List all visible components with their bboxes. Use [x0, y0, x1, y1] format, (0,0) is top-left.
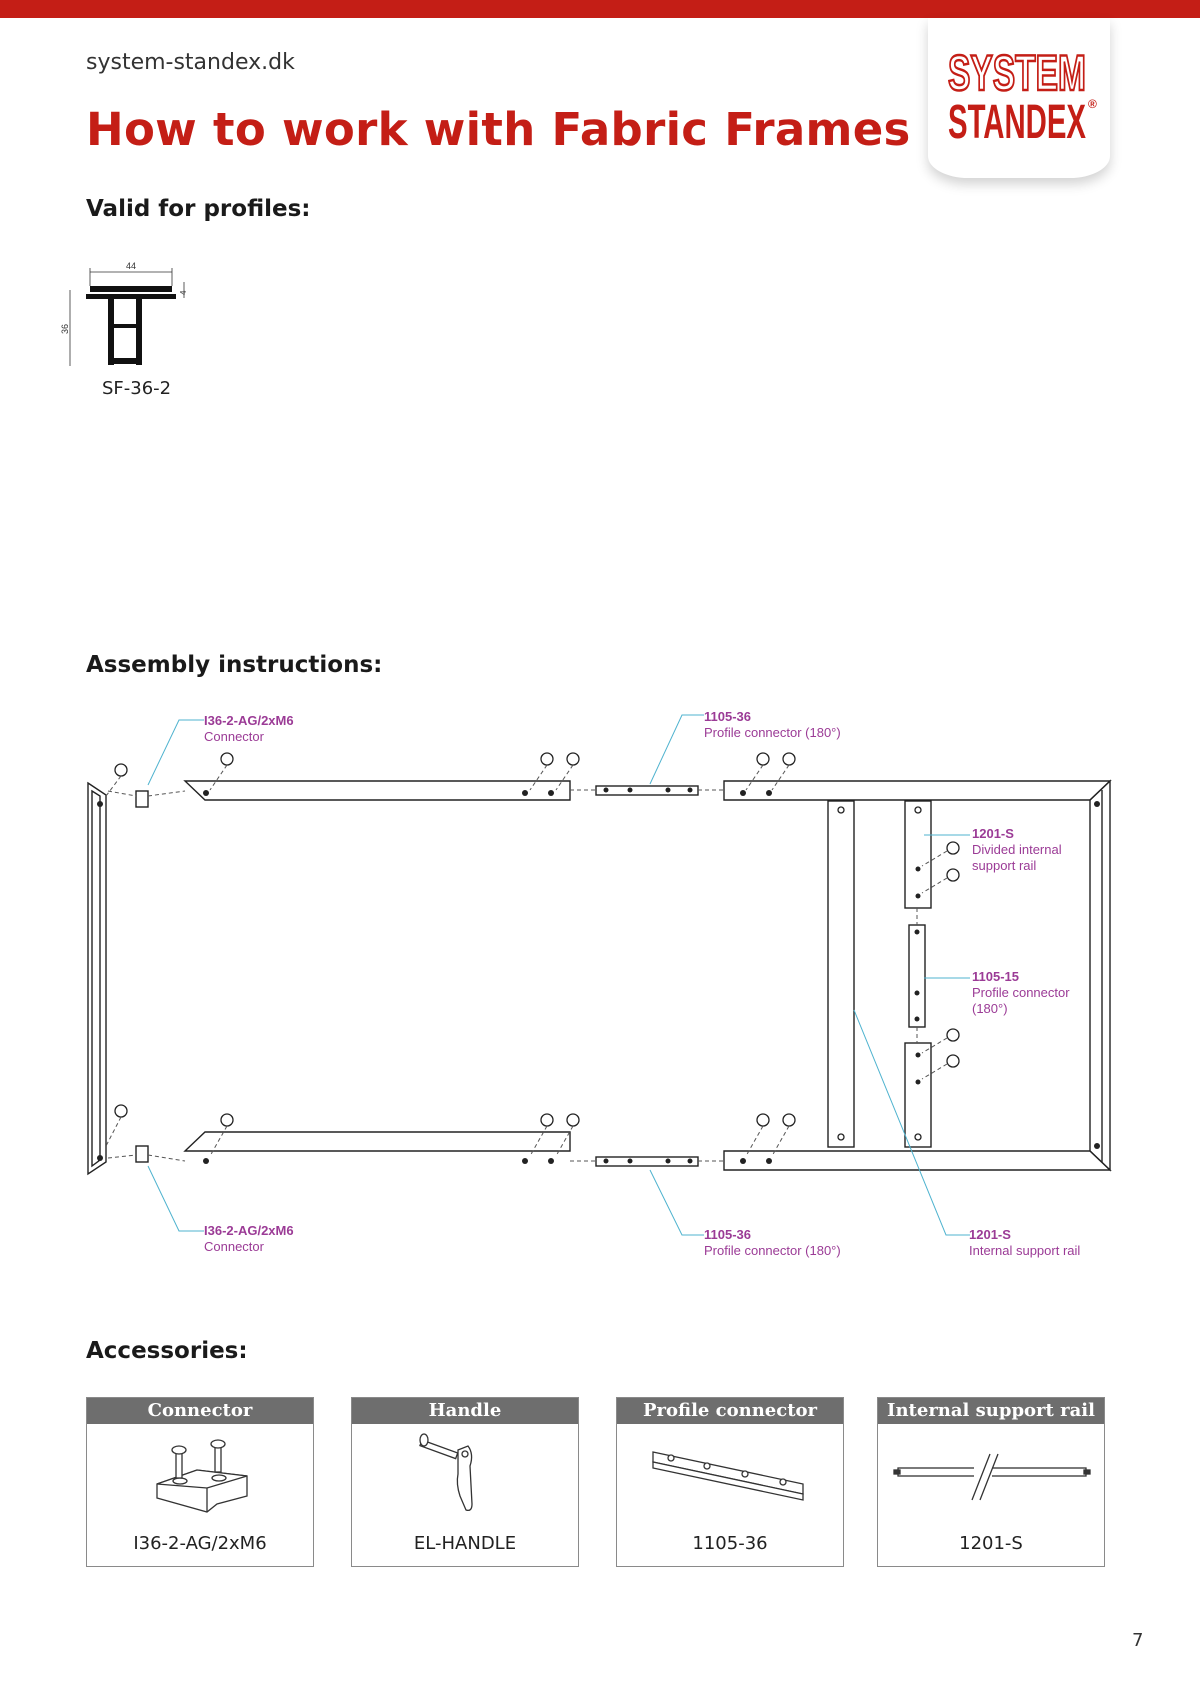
- callout-profile-connector-bottom: [704, 1227, 841, 1259]
- accessory-card-handle: [351, 1397, 579, 1567]
- accessory-code: EL-HANDLE: [413, 1533, 517, 1554]
- callout-profile-connector-top: [704, 709, 841, 741]
- callout-internal-support-rail: [969, 1227, 1080, 1259]
- callout-connector-bottom: [204, 1223, 294, 1255]
- assembly-heading: Assembly instructions:: [86, 652, 383, 678]
- callout-code: 1105-15: [972, 969, 1019, 984]
- callout-desc: Profile connector (180°): [704, 1243, 841, 1258]
- connector-icon: [87, 1424, 312, 1524]
- page-number: 7: [1132, 1630, 1144, 1651]
- profile-connector-icon: [617, 1424, 842, 1524]
- callout-desc: Divided internal: [972, 842, 1062, 857]
- callout-code: I36-2-AG/2xM6: [204, 713, 294, 728]
- callout-code: 1201-S: [969, 1227, 1011, 1242]
- callout-connector-top: [204, 713, 294, 745]
- callout-desc-2: support rail: [972, 858, 1037, 873]
- logo-line-2: STANDEX: [948, 96, 1086, 149]
- callout-desc: Connector: [204, 729, 264, 744]
- accessory-card-profile-connector: [616, 1397, 844, 1567]
- callout-desc: Connector: [204, 1239, 264, 1254]
- callout-desc: Internal support rail: [969, 1243, 1081, 1258]
- accessory-code: 1105-36: [692, 1533, 768, 1554]
- profile-sf-36-2-drawing: [56, 262, 216, 372]
- accessory-title: Profile connector (180°): [617, 1398, 843, 1424]
- callout-code: 1105-36: [704, 709, 751, 724]
- accessory-title: Internal support rail: [878, 1398, 1104, 1424]
- valid-profiles-heading: Valid for profiles:: [86, 196, 311, 222]
- accessory-title: Connector: [87, 1398, 313, 1424]
- handle-icon: [352, 1424, 577, 1524]
- callout-code: 1201-S: [972, 826, 1014, 841]
- page-title: How to work with Fabric Frames: [86, 103, 911, 156]
- profile-dim-height: 36: [60, 323, 70, 334]
- profile-dim-flange: 4: [179, 290, 188, 295]
- top-brand-bar: [0, 0, 1200, 18]
- callout-profile-connector-15: [972, 969, 1070, 1017]
- callout-divided-support-rail: [972, 826, 1062, 874]
- support-rail-icon: [878, 1424, 1103, 1524]
- accessory-card-support-rail: [877, 1397, 1105, 1567]
- callout-desc: Profile connector: [972, 985, 1070, 1000]
- callout-code: 1105-36: [704, 1227, 751, 1242]
- accessory-code: 1201-S: [959, 1533, 1023, 1554]
- callout-desc: Profile connector (180°): [704, 725, 841, 740]
- site-url: system-standex.dk: [86, 50, 295, 75]
- logo-line-1: SYSTEM: [948, 45, 1086, 101]
- callout-code: I36-2-AG/2xM6: [204, 1223, 294, 1238]
- accessory-code: I36-2-AG/2xM6: [133, 1533, 267, 1554]
- accessory-card-connector: [86, 1397, 314, 1567]
- profile-dim-width: 44: [126, 262, 137, 271]
- accessories-heading: Accessories:: [86, 1338, 248, 1364]
- brand-logo: [928, 18, 1110, 178]
- callout-desc-2: (180°): [972, 1001, 1008, 1016]
- profile-code: SF-36-2: [102, 378, 172, 399]
- logo-registered-mark: ®: [1088, 97, 1097, 111]
- accessory-title: Handle: [352, 1398, 578, 1424]
